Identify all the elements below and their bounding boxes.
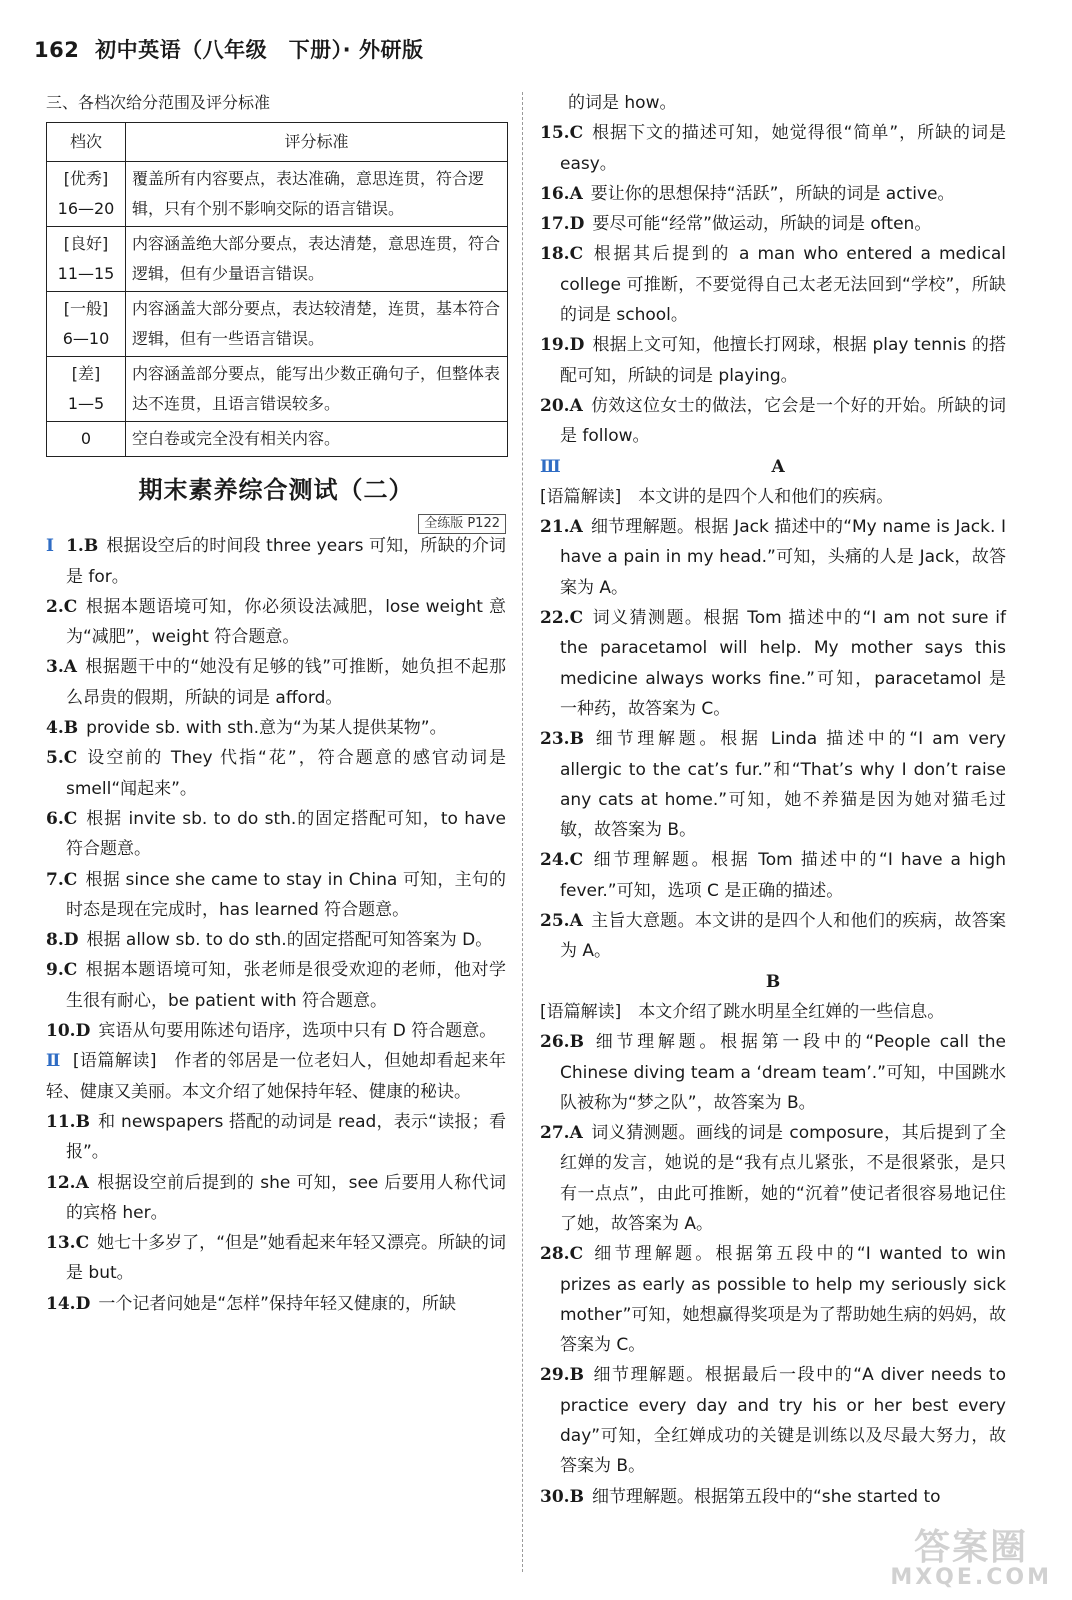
answer-text: 和 newspapers 搭配的动词是 read，表示“读报；看报”。 xyxy=(66,1111,506,1163)
answer-text: 根据题干中的“她没有足够的钱”可推断，她负担不起那么昂贵的假期，所缺的词是 afford。 xyxy=(66,657,506,708)
answer-item xyxy=(540,512,1006,603)
answer-text: 宾语从句要用陈述句语序，选项中只有 D 符合题意。 xyxy=(98,1021,497,1042)
passage-intro: [语篇解读] 本文介绍了跳水明星全红婵的一些信息。 xyxy=(540,1001,945,1022)
answer-text: 根据 since she came to stay in China 可知，主句的时态是现在完成时，has learned 符合题意。 xyxy=(66,869,506,920)
answer-number: 24.C xyxy=(540,850,584,871)
answer-text: 细节理解题。根据 Linda 描述中的“I am very allergic to the cat’s fur.”和“That’s why I don’t raise any cats at home.”可知，她不养猫是因为她对猫毛过敏，故答案为 B。 xyxy=(560,729,1006,841)
answer-item xyxy=(46,1107,506,1168)
answer-text: 根据设空前后提到的 she 可知，see 后要用人称代词的宾格 her。 xyxy=(66,1172,506,1223)
answer-text: 细节理解题。根据最后一段中的“A diver needs to practice every day and try his or her best every day”可知，全红婵成功的关键是训练以及尽最大努力，故答案为 B。 xyxy=(560,1365,1006,1477)
watermark-line-2: MXQE.COM xyxy=(890,1565,1052,1590)
answer-item xyxy=(540,603,1006,724)
table-cell-level: 0 xyxy=(47,422,126,457)
answer-number: 27.A xyxy=(540,1123,583,1144)
answer-number: 10.D xyxy=(46,1021,91,1042)
answer-text: 根据上文可知，他擅长打网球，根据 play tennis 的搭配可知，所缺的词是 playing。 xyxy=(560,335,1006,386)
answer-text: 细节理解题。根据 Jack 描述中的“My name is Jack. I have a pain in my head.”可知，头痛的人是 Jack，故答案为 A。 xyxy=(560,517,1006,598)
left-column xyxy=(46,88,506,1319)
answer-item xyxy=(46,1228,506,1289)
level-range: 16—20 xyxy=(57,199,115,219)
answer-text: 设空前的 They 代指“花”，符合题意的感官动词是 smell“闻起来”。 xyxy=(66,748,506,799)
answer-item xyxy=(46,1168,506,1229)
answer-item xyxy=(540,724,1006,845)
answer-item xyxy=(46,743,506,804)
table-cell-criteria: 内容涵盖部分要点，能写出少数正确句子，但整体表达不连贯，且语言错误较多。 xyxy=(126,357,508,422)
table-cell-criteria: 空白卷或完全没有相关内容。 xyxy=(126,422,508,457)
answer-number: 9.C xyxy=(46,960,78,981)
site-watermark xyxy=(890,1527,1052,1590)
page-header xyxy=(34,34,423,64)
table-header-level: 档次 xyxy=(47,123,126,162)
answer-number: 6.C xyxy=(46,808,78,829)
answer-text: 词义猜测题。画线的词是 composure，其后提到了全红婵的发言，她说的是“我有点儿紧张，不是很紧张，是只有一点点”，由此可推断，她的“沉着”使记者很容易地记住了她，故答案为 A。 xyxy=(560,1123,1006,1234)
score-table xyxy=(46,122,508,457)
answer-item xyxy=(540,906,1006,967)
answer-item xyxy=(540,1027,1006,1118)
table-header-criteria: 评分标准 xyxy=(126,123,508,162)
answer-item xyxy=(46,925,506,955)
continuation-text: 的词是 how。 xyxy=(568,93,677,113)
section-roman-3: Ⅲ xyxy=(540,456,561,477)
answer-item xyxy=(540,179,1006,209)
answer-text: 根据下文的描述可知，她觉得很“简单”，所缺的词是 easy。 xyxy=(560,123,1006,174)
answer-number: 29.B xyxy=(540,1365,584,1386)
passage-intro xyxy=(46,1046,506,1107)
answer-number: 30.B xyxy=(540,1486,584,1507)
answer-item xyxy=(46,804,506,865)
passage-intro-text: [语篇解读] 作者的邻居是一位老妇人，但她却看起来年轻、健康又美丽。本文介绍了她保持年轻、健康的秘诀。 xyxy=(46,1051,507,1102)
answer-item xyxy=(46,865,506,926)
answer-item xyxy=(46,1289,506,1319)
answer-text: 根据其后提到的 a man who entered a medical college 可推断，不要觉得自己太老无法回到“学校”，所缺的词是 school。 xyxy=(560,244,1006,326)
answer-item xyxy=(540,1239,1006,1360)
answer-number: 18.C xyxy=(540,244,584,265)
table-cell-level xyxy=(47,227,126,292)
answer-text: 根据 invite sb. to do sth.的固定搭配可知，to have 符合题意。 xyxy=(66,808,506,860)
section-note: 三、各档次给分范围及评分标准 xyxy=(46,93,271,112)
answer-text: 要让你的思想保持“活跃”，所缺的词是 active。 xyxy=(590,183,955,204)
answer-item xyxy=(540,239,1006,330)
answer-item xyxy=(540,118,1006,179)
answer-number: 5.C xyxy=(46,748,78,769)
answer-text: 细节理解题。根据第一段中的“People call the Chinese diving team a ‘dream team’.”可知，中国跳水队被称为“梦之队”，故答案为 B。 xyxy=(560,1032,1006,1113)
answer-text: 要尽可能“经常”做运动，所缺的词是 often。 xyxy=(592,214,932,235)
answer-text: 根据本题语境可知，张老师是很受欢迎的老师，他对学生很有耐心，be patient with 符合题意。 xyxy=(66,960,506,1011)
answer-item xyxy=(540,209,1006,239)
answer-number: 14.D xyxy=(46,1293,91,1314)
answer-item xyxy=(46,531,506,592)
answer-text: 仿效这位女士的做法，它会是一个好的开始。所缺的词是 follow。 xyxy=(560,395,1006,447)
answer-text: 主旨大意题。本文讲的是四个人和他们的疾病，故答案为 A。 xyxy=(560,911,1006,962)
section-heading-3 xyxy=(540,452,1006,482)
answer-number: 7.C xyxy=(46,869,78,890)
answer-number: 12.A xyxy=(46,1172,89,1193)
answer-number: 23.B xyxy=(540,729,584,750)
book-title: 初中英语（八年级 下册）· 外研版 xyxy=(95,38,424,62)
answer-item xyxy=(540,1482,1006,1512)
answer-number: 17.D xyxy=(540,214,585,235)
answer-number: 2.C xyxy=(46,596,78,617)
table-cell-criteria: 内容涵盖绝大部分要点，表达清楚，意思连贯，符合逻辑，但有少量语言错误。 xyxy=(126,227,508,292)
answer-number: 1.B xyxy=(66,536,99,557)
answer-item xyxy=(46,1016,506,1046)
right-column xyxy=(540,88,1006,1512)
section-roman-2: Ⅱ xyxy=(46,1051,61,1072)
level-range: 11—15 xyxy=(57,264,115,284)
level-label: [优秀] xyxy=(63,169,109,189)
answer-text: 细节理解题。根据 Tom 描述中的“I have a high fever.”可知，选项 C 是正确的描述。 xyxy=(560,850,1006,901)
passage-letter-a: A xyxy=(771,456,785,477)
section-roman-1: Ⅰ xyxy=(46,536,55,557)
answer-number: 8.D xyxy=(46,930,79,951)
answer-item xyxy=(46,592,506,653)
level-label: [差] xyxy=(71,364,101,384)
table-cell-level xyxy=(47,162,126,227)
level-range: 1—5 xyxy=(67,394,105,414)
answer-number: 22.C xyxy=(540,608,584,629)
answer-number: 3.A xyxy=(46,657,77,678)
table-row xyxy=(47,292,508,357)
test-title: 期末素养综合测试（二） xyxy=(138,476,414,505)
answer-text: 词义猜测题。根据 Tom 描述中的“I am not sure if the paracetamol will help. My mother says this medicine always works fine.”可知，paracetamol 是一种药，故答案为 C。 xyxy=(560,608,1006,719)
answer-item xyxy=(46,652,506,713)
level-label: [良好] xyxy=(63,234,109,254)
page-number: 162 xyxy=(34,38,80,62)
answer-number: 19.D xyxy=(540,335,585,356)
answer-number: 15.C xyxy=(540,123,584,144)
table-cell-level xyxy=(47,292,126,357)
answer-text: 根据设空后的时间段 three years 可知，所缺的介词是 for。 xyxy=(66,536,506,587)
table-cell-criteria: 内容涵盖大部分要点，表达较清楚，连贯，基本符合逻辑，但有一些语言错误。 xyxy=(126,292,508,357)
level-range: 6—10 xyxy=(62,329,110,349)
table-cell-criteria: 覆盖所有内容要点，表达准确，意思连贯，符合逻辑，只有个别不影响交际的语言错误。 xyxy=(126,162,508,227)
answer-item xyxy=(540,330,1006,391)
table-cell-level xyxy=(47,357,126,422)
answer-item xyxy=(540,1118,1006,1239)
watermark-line-1: 答案圈 xyxy=(914,1527,1029,1568)
table-row xyxy=(47,422,508,457)
answer-number: 11.B xyxy=(46,1111,90,1132)
answer-number: 21.A xyxy=(540,517,583,538)
column-divider xyxy=(522,92,523,1572)
table-row xyxy=(47,162,508,227)
answer-text: 根据本题语境可知，你必须设法减肥，lose weight 意为“减肥”，weight 符合题意。 xyxy=(66,596,506,648)
answer-number: 13.C xyxy=(46,1233,90,1254)
answer-text: 根据 allow sb. to do sth.的固定搭配可知答案为 D。 xyxy=(86,930,493,951)
level-label: [一般] xyxy=(63,299,109,319)
answer-number: 26.B xyxy=(540,1032,584,1053)
passage-letter-b: B xyxy=(765,971,781,992)
answer-text: 细节理解题。根据第五段中的“she started to xyxy=(591,1486,941,1507)
answer-item xyxy=(46,713,506,743)
answer-number: 16.A xyxy=(540,183,583,204)
answer-number: 20.A xyxy=(540,395,583,416)
passage-intro: [语篇解读] 本文讲的是四个人和他们的疾病。 xyxy=(540,486,894,507)
answer-item xyxy=(540,845,1006,906)
answer-number: 25.A xyxy=(540,911,583,932)
table-row xyxy=(47,227,508,292)
score-table-header xyxy=(47,123,508,162)
answer-item xyxy=(46,955,506,1016)
answer-text: 一个记者问她是“怎样”保持年轻又健康的，所缺 xyxy=(98,1293,456,1314)
answer-number: 4.B xyxy=(46,718,79,739)
table-row xyxy=(47,357,508,422)
answer-item xyxy=(540,391,1006,452)
answer-text: provide sb. with sth.意为“为某人提供某物”。 xyxy=(86,718,447,739)
answer-item xyxy=(540,1360,1006,1481)
answer-number: 28.C xyxy=(540,1244,584,1265)
answer-text: 细节理解题。根据第五段中的“I wanted to win prizes as early as possible to help my seriously sick mother”可知，她想赢得奖项是为了帮助她生病的妈妈，故答案为 C。 xyxy=(560,1244,1006,1356)
answer-text: 她七十多岁了，“但是”她看起来年轻又漂亮。所缺的词是 but。 xyxy=(66,1233,506,1284)
edition-badge: 全练版 P122 xyxy=(418,514,506,534)
